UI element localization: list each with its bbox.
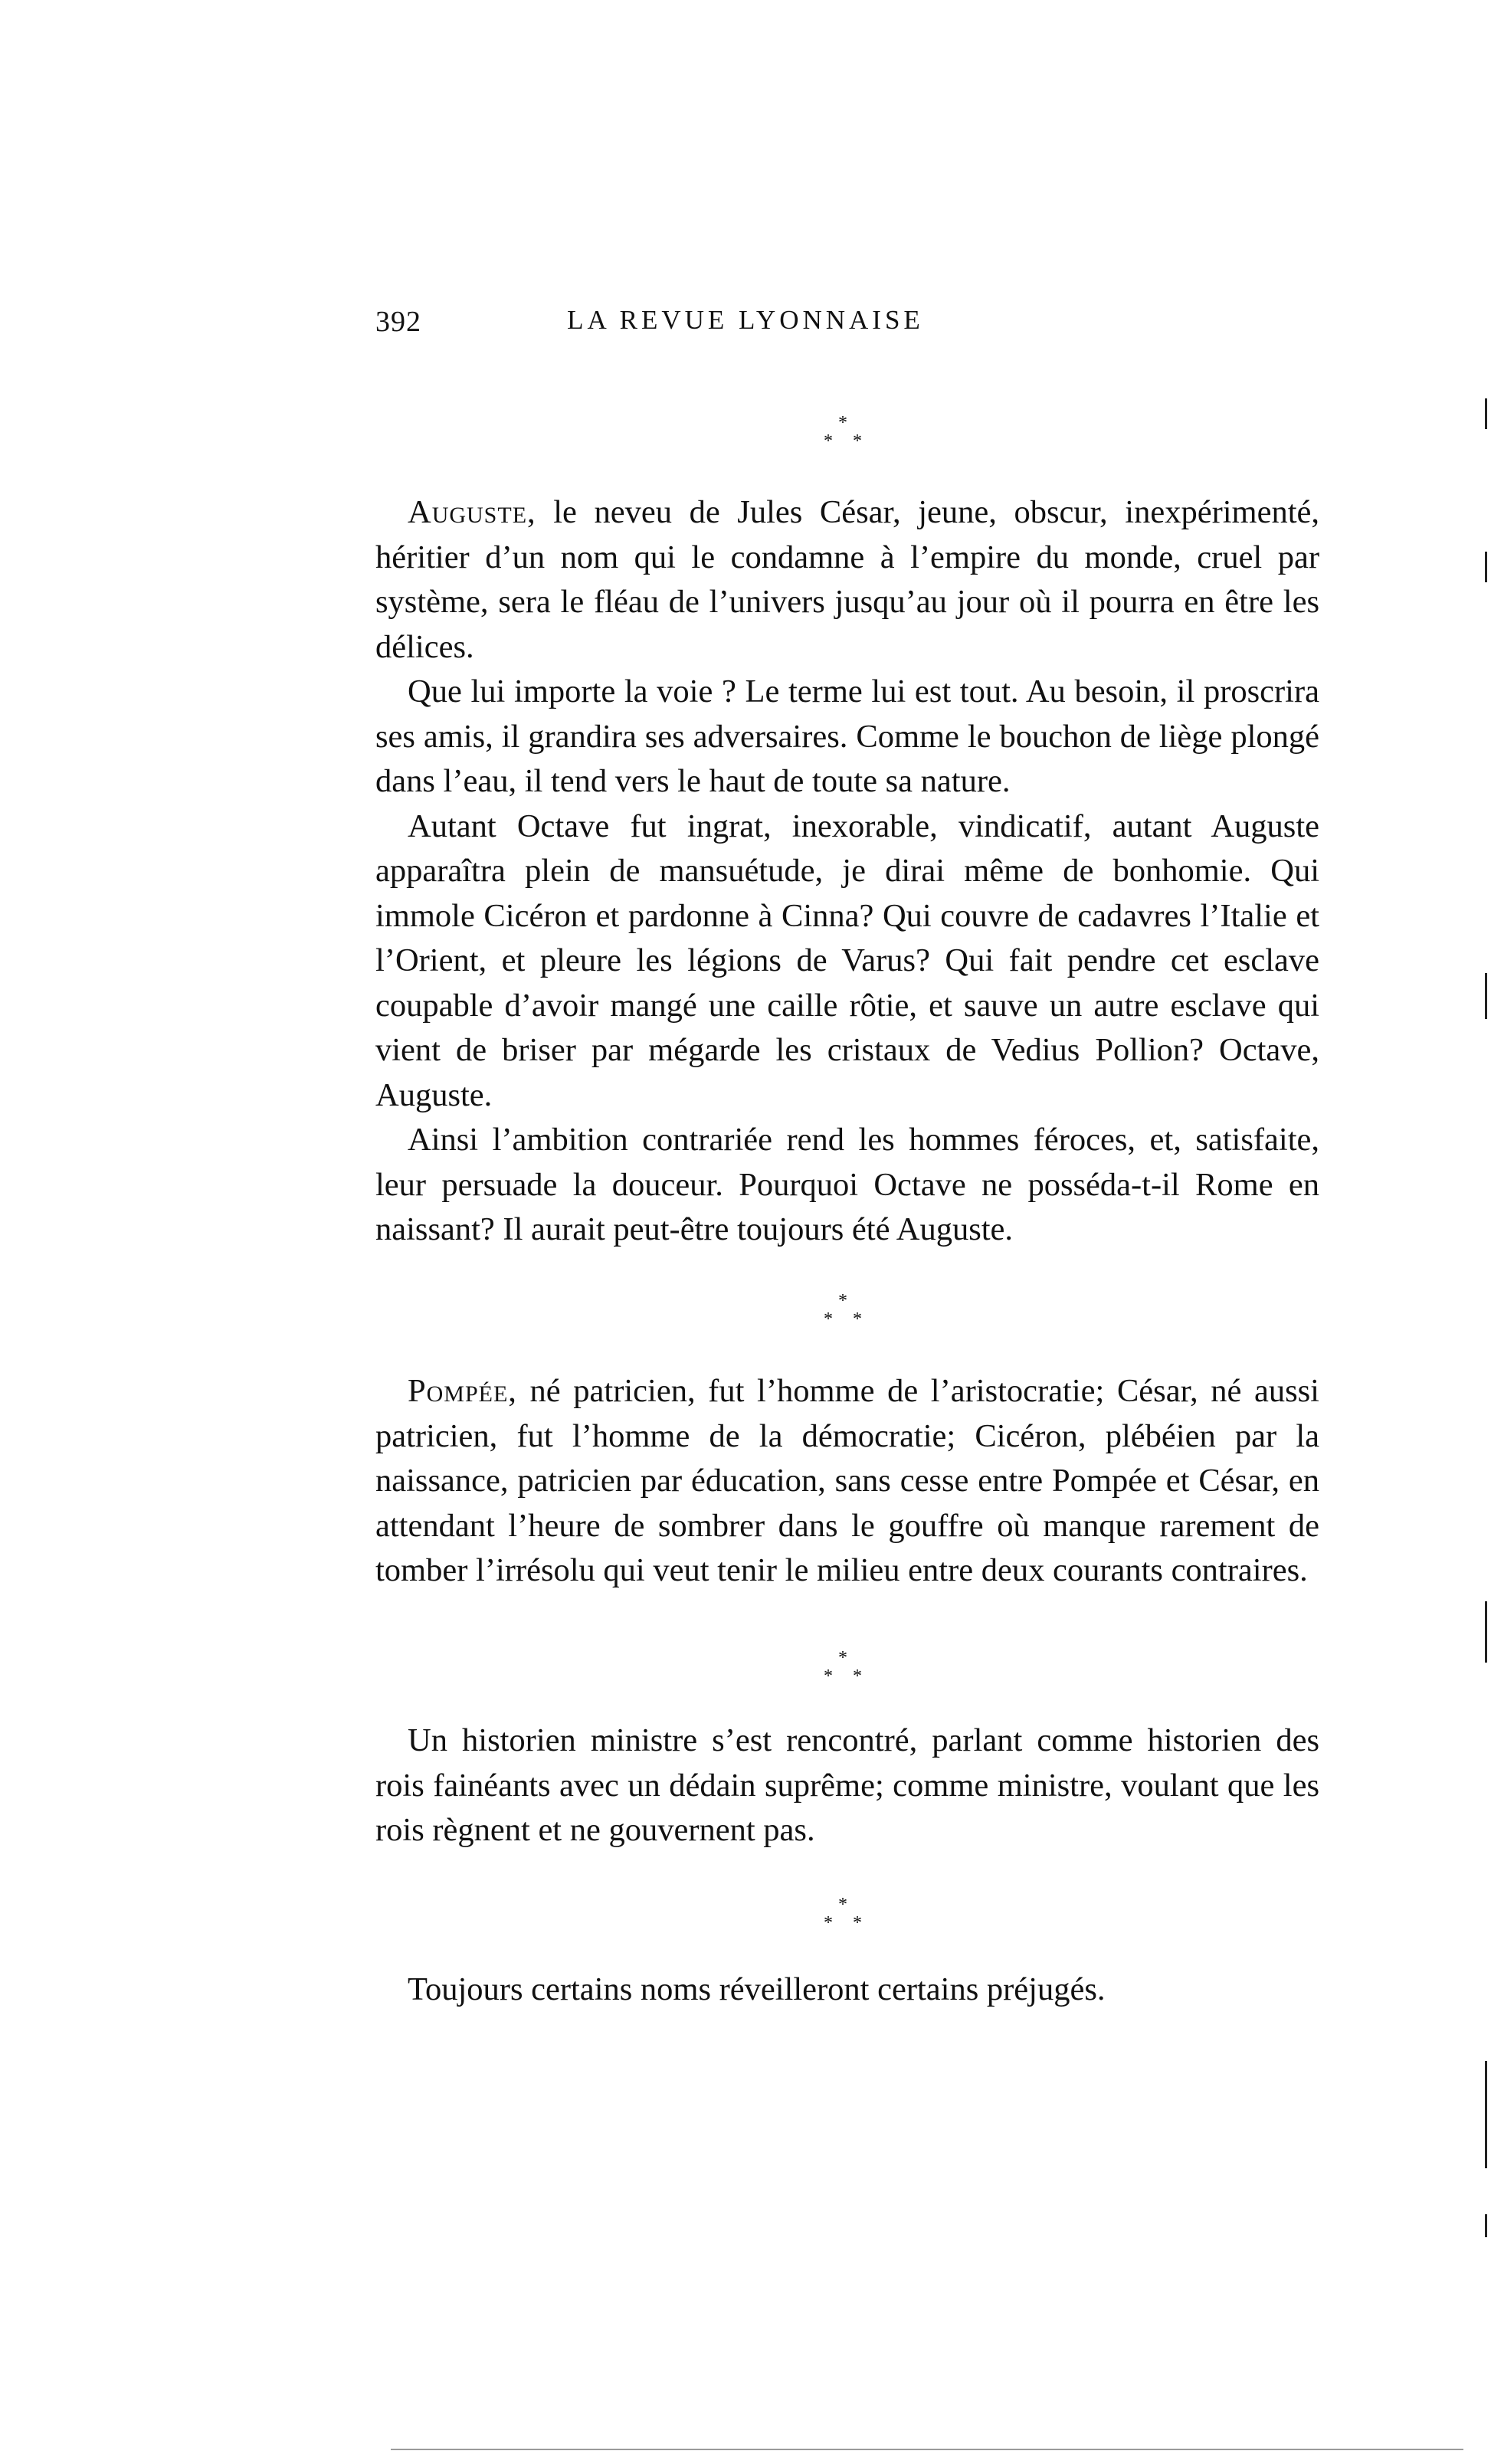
lead-word: Pompée, <box>408 1373 517 1409</box>
journal-title: LA REVUE LYONNAISE <box>567 305 924 335</box>
section-pompee <box>375 1369 1319 1594</box>
scan-mark <box>1485 973 1487 1019</box>
asterism-top: * <box>838 1291 847 1311</box>
section-toujours <box>375 1968 1319 2013</box>
scan-mark <box>1485 398 1487 429</box>
paragraph-text: le neveu de Jules César, jeune, obscur, inexpérimenté, héritier d’un nom qui le condamne à l’empire du monde, cruel par système, sera le fléau de l’univers jusqu’au jour où il pourra en être les délices. <box>375 494 1319 665</box>
asterism-top: * <box>838 413 847 433</box>
asterism-top: * <box>838 1648 847 1668</box>
scan-mark <box>1485 1601 1487 1663</box>
paragraph: Autant Octave fut ingrat, inexorable, vindicatif, autant Auguste apparaîtra plein de mansuétude, je dirai même de bonhomie. Qui immole Cicéron et pardonne à Cinna? Qui couvre de cadavres l’Italie et l’Orient, et pleure les légions de Varus? Qui fait pendre cet esclave coupable d’avoir mangé une caille rôtie, et sauve un autre esclave qui vient de briser par mégarde les cristaux de Vedius Pollion? Octave, Auguste. <box>375 808 1319 1113</box>
asterism-separator <box>812 1896 873 1941</box>
footer-rule <box>391 2449 1463 2450</box>
page-number: 392 <box>375 306 421 338</box>
paragraph <box>375 490 1319 670</box>
paragraph: Un historien ministre s’est rencontré, parlant comme historien des rois fainéants avec un dédain suprême; comme ministre, voulant que les rois règnent et ne gouvernent pas. <box>375 1722 1319 1848</box>
asterism-separator <box>812 1292 873 1338</box>
scan-mark <box>1485 2061 1487 2168</box>
paragraph: Toujours certains noms réveilleront certains préjugés. <box>408 1971 1106 2007</box>
asterism-separator <box>812 414 873 460</box>
scan-mark <box>1485 2214 1487 2237</box>
paragraph: Ainsi l’ambition contrariée rend les hommes féroces, et, satisfaite, leur persuade la douceur. Pourquoi Octave ne posséda-t-il Rome en naissant? Il aurait peut-être toujours été Auguste. <box>375 1122 1319 1247</box>
running-head <box>375 305 1039 351</box>
paragraph-text: né patricien, fut l’homme de l’aristocratie; César, né aussi patricien, fut l’homme de la démocratie; Cicéron, plébéien par la naissance, patricien par éducation, sans cesse entre Pompée et César, en attendant l’heure de sombrer dans le gouffre où manque rarement de tomber l’irrésolu qui veut tenir le milieu entre deux courants contraires. <box>375 1373 1319 1588</box>
asterism-bottom: * * <box>824 1309 870 1329</box>
asterism-separator <box>812 1649 873 1695</box>
lead-word: Auguste, <box>408 494 536 530</box>
paragraph <box>375 1369 1319 1594</box>
section-auguste <box>375 490 1319 1253</box>
asterism-bottom: * * <box>824 1913 870 1933</box>
section-historien <box>375 1719 1319 1853</box>
asterism-bottom: * * <box>824 1666 870 1686</box>
asterism-bottom: * * <box>824 431 870 451</box>
scan-mark <box>1485 552 1487 582</box>
paragraph: Que lui importe la voie ? Le terme lui est tout. Au besoin, il proscrira ses amis, il grandira ses adversaires. Comme le bouchon de liège plongé dans l’eau, il tend vers le haut de toute sa nature. <box>375 673 1319 799</box>
asterism-top: * <box>838 1895 847 1915</box>
